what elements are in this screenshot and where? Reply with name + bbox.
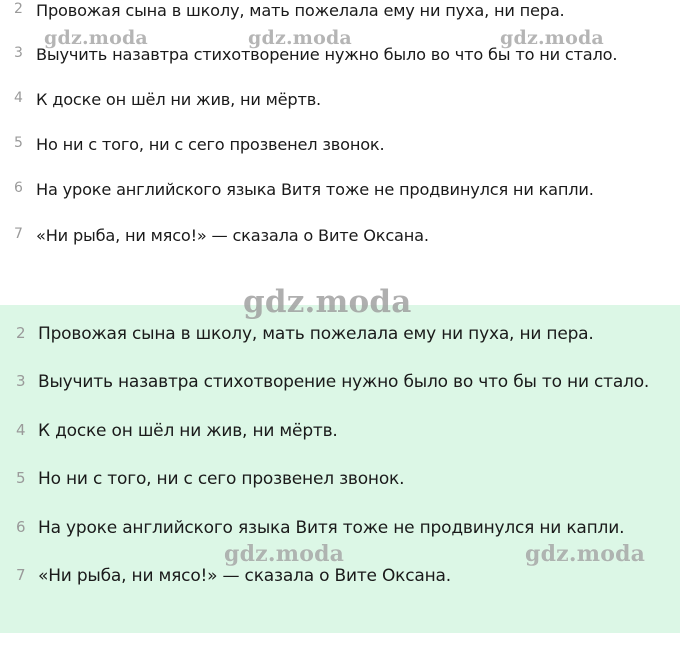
line-number: 7 (16, 566, 26, 584)
sentence-text: К доске он шёл ни жив, ни мёртв. (38, 421, 338, 441)
line-number: 4 (14, 90, 23, 106)
sentence-text: Выучить назавтра стихотворение нужно было во что бы то ни стало. (38, 372, 650, 392)
line-number: 7 (14, 226, 23, 242)
watermark: gdz.moda (500, 27, 604, 49)
line-number: 6 (14, 180, 23, 196)
watermark: gdz.moda (248, 27, 352, 49)
line-number: 6 (16, 518, 26, 536)
watermark: gdz.moda (525, 541, 646, 567)
sentence-text: Провожая сына в школу, мать пожелала ему ни пуха, ни пера. (38, 324, 594, 344)
sentence-text: Выучить назавтра стихотворение нужно было во что бы то ни стало. (36, 45, 618, 64)
line-number: 5 (16, 469, 26, 487)
sentence-text: Но ни с того, ни с сего прозвенел звонок. (36, 135, 385, 154)
line-number: 2 (16, 324, 26, 342)
sentence-text: Провожая сына в школу, мать пожелала ему ни пуха, ни пера. (36, 1, 565, 20)
sentence-text: На уроке английского языка Витя тоже не продвинулся ни капли. (36, 180, 594, 199)
watermark: gdz.moda (243, 284, 412, 320)
sentence-text: На уроке английского языка Витя тоже не продвинулся ни капли. (38, 518, 625, 538)
exercise-sentence-list (0, 0, 680, 305)
line-number: 3 (14, 45, 23, 61)
line-number: 4 (16, 421, 26, 439)
sentence-text: К доске он шёл ни жив, ни мёртв. (36, 90, 322, 109)
line-number: 5 (14, 135, 23, 151)
line-number: 3 (16, 372, 26, 390)
answer-panel (0, 305, 680, 633)
sentence-text: «Ни рыба, ни мясо!» — сказала о Вите Оксана. (36, 226, 429, 245)
watermark: gdz.moda (224, 541, 345, 567)
sentence-text: Но ни с того, ни с сего прозвенел звонок. (38, 469, 405, 489)
watermark: gdz.moda (44, 27, 148, 49)
line-number: 2 (14, 1, 23, 17)
sentence-text: «Ни рыба, ни мясо!» — сказала о Вите Оксана. (38, 566, 451, 586)
